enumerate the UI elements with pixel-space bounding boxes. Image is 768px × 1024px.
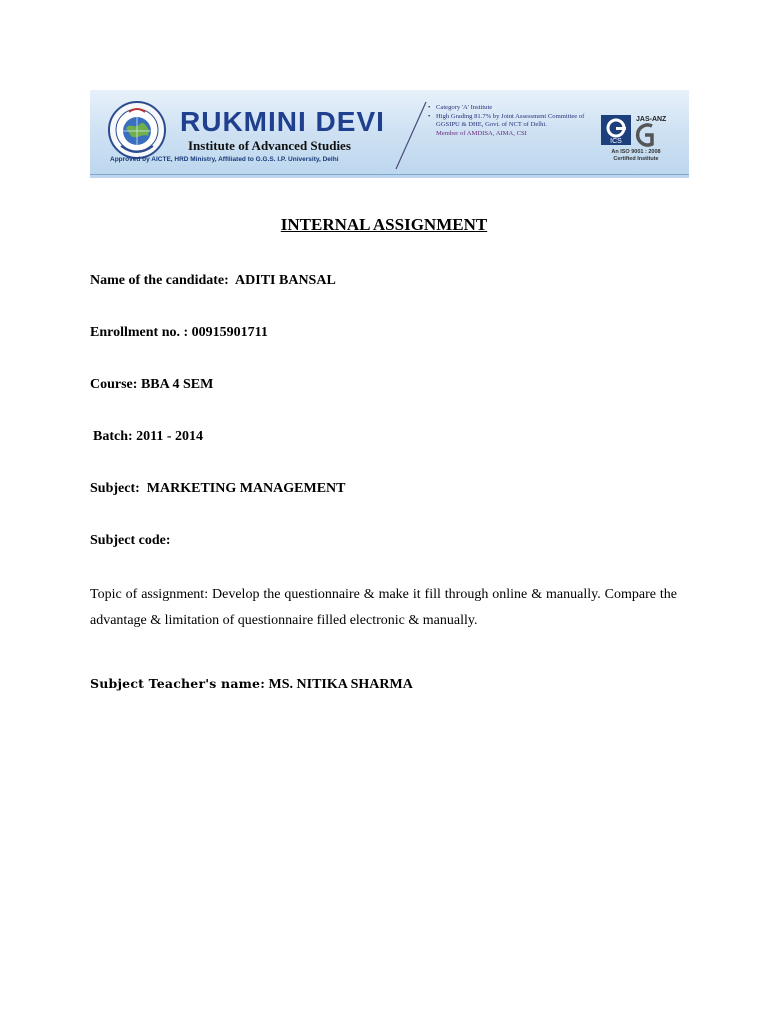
assignment-topic: Topic of assignment: Develop the questionnaire & make it fill through online & manually. Compare the advantage & limitation of questionnaire filled electronic & manually. — [90, 587, 677, 628]
slash-divider — [390, 98, 430, 173]
institute-banner — [90, 90, 689, 178]
enrollment-label: Enrollment no. : — [90, 325, 189, 340]
teacher-row — [90, 676, 413, 693]
membership-text: Member of AMDISA, AIMA, CSI — [436, 129, 527, 137]
candidate-name-label: Name of the candidate: — [90, 273, 229, 288]
cert-badge-text: ICS — [610, 138, 622, 145]
banner-divider-line — [90, 174, 689, 175]
enrollment-row — [90, 325, 268, 341]
approval-text: Approved by AICTE, HRD Ministry, Affiliated to G.G.S. I.P. University, Delhi — [110, 156, 339, 163]
course-row — [90, 377, 213, 393]
course-label: Course: — [90, 377, 138, 392]
subject-value: MARKETING MANAGEMENT — [146, 481, 346, 496]
highlight-item: • High Grading 81.7% by Joint Assessment Committee of GGSIPU & DHE, Govt. of NCT of Delhi. — [428, 113, 603, 130]
course-value: BBA 4 SEM — [140, 377, 214, 392]
candidate-name-row — [90, 273, 336, 289]
batch-row — [93, 429, 203, 445]
teacher-value: MS. NITIKA SHARMA — [268, 677, 413, 692]
document-title: INTERNAL ASSIGNMENT — [280, 215, 488, 234]
batch-value: 2011 - 2014 — [136, 429, 204, 444]
subject-code-row — [90, 533, 171, 549]
institute-name: RUKMINI DEVI — [180, 106, 385, 137]
cert-line-2: Certified Institute — [613, 156, 659, 162]
institute-highlights — [428, 104, 603, 138]
iso-certification-logo-icon — [600, 112, 668, 150]
subject-code-label: Subject code: — [90, 533, 171, 548]
iso-certification-text — [595, 149, 677, 163]
institute-subtitle: Institute of Advanced Studies — [188, 138, 351, 153]
enrollment-value: 00915901711 — [191, 325, 268, 340]
subject-label: Subject: — [90, 481, 140, 496]
institute-emblem-icon — [107, 100, 167, 160]
teacher-label: Subject Teacher's name: — [90, 676, 266, 691]
cert-mark-text: JAS-ANZ — [636, 116, 667, 123]
subject-row — [90, 481, 346, 497]
candidate-name-value: ADITI BANSAL — [235, 273, 336, 288]
cert-line-1: An ISO 9001 : 2008 — [611, 149, 661, 155]
batch-label: Batch: — [93, 429, 133, 444]
highlight-item: • Category 'A' Institute — [428, 104, 603, 113]
